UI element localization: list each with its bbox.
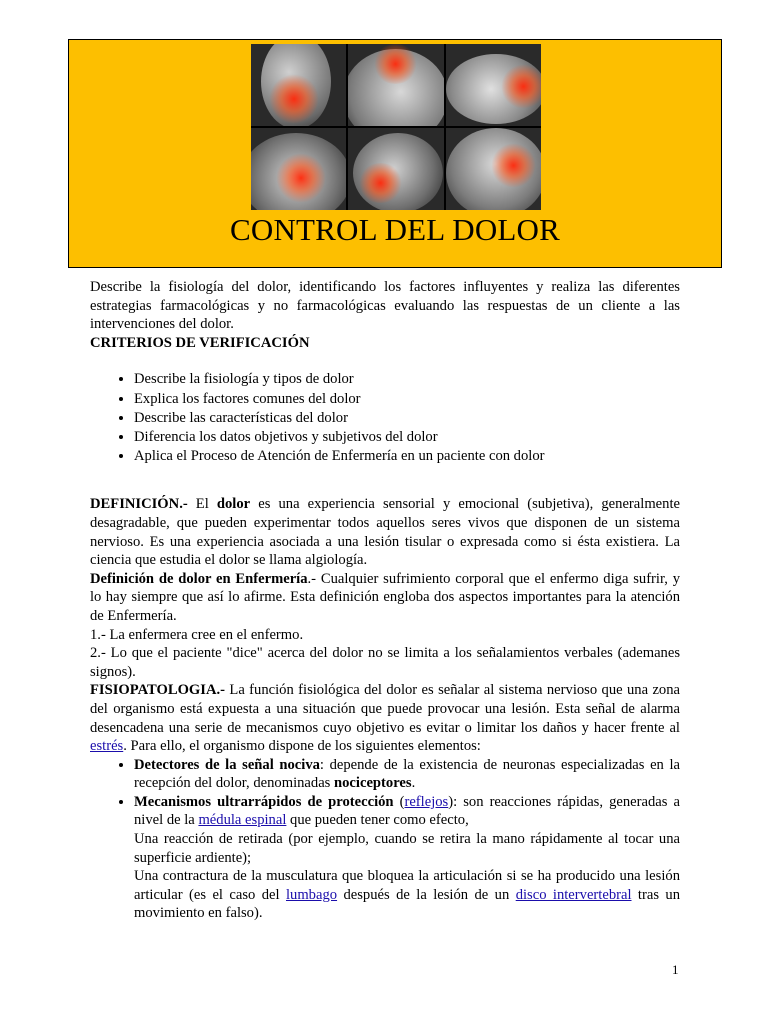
neck-pain-photo	[251, 44, 346, 126]
criteria-item: • Explica los factores comunes del dolor	[134, 390, 680, 409]
shoulder-grip-photo	[446, 128, 541, 210]
banner-title: CONTROL DEL DOLOR	[229, 212, 561, 247]
pain-image-collage	[251, 44, 541, 210]
criteria-heading: CRITERIOS DE VERIFICACIÓN	[90, 334, 310, 351]
physiopathology-elements-list	[90, 756, 680, 923]
medula-espinal-link[interactable]: médula espinal	[198, 812, 287, 829]
definition-label: DEFINICIÓN.-	[90, 496, 188, 513]
chest-pain-photo	[251, 128, 346, 210]
nursing-point-1: 1.- La enfermera cree en el enfermo.	[90, 626, 304, 643]
withdrawal-reaction-text: Una reacción de retirada (por ejemplo, cuando se retira la mano rápidamente al tocar una superficie ardiente);	[134, 831, 680, 866]
nursing-definition-paragraph: Definición de dolor en Enfermería.- Cualquier sufrimiento corporal que el enfermo diga sufrir, y lo hay siempre que así lo afirme. Esta definición engloba dos aspectos importantes para la atención de Enfermería.	[90, 570, 680, 624]
reflejos-link[interactable]: reflejos	[404, 793, 449, 810]
document-body	[90, 278, 680, 923]
nursing-definition-label: Definición de dolor en Enfermería	[90, 570, 308, 587]
disco-intervertebral-link[interactable]: disco intervertebral	[515, 886, 632, 903]
intro-paragraph: Describe la fisiología del dolor, identificando los factores influyentes y realiza las diferentes estrategias farmacológicas y no farmacológicas evaluando las respuestas de un cliente a las intervenciones del dolor.	[90, 279, 680, 333]
estres-link[interactable]: estrés	[90, 738, 124, 755]
wrist-pain-photo	[348, 128, 443, 210]
page-number: 1	[672, 962, 679, 977]
criteria-item: • Describe las características del dolor	[134, 409, 680, 428]
physiopathology-paragraph: FISIOPATOLOGIA.- La función fisiológica del dolor es señalar al sistema nervioso que una zona del organismo está expuesta a una situación que puede provocar una lesión. Esta señal de alarma desencadena una serie de mecanismos cuyo objetivo es evitar o limitar los daños y hacer frente al estrés. Para ello, el organismo dispone de los siguientes elementos:	[90, 682, 680, 755]
mechanisms-item: • Mecanismos ultrarrápidos de protección (reflejos): son reacciones rápidas, generadas a nivel de la médula espinal que pueden tener como efecto, Una reacción de retirada (por ejemplo, cuando se retira la mano rápidamente al tocar una superficie ardiente); Una contractura de la musculatura que bloquea la articulación si se ha producido una lesión articular (es el caso del lumbago después de la lesión de un disco intervertebral tras un movimiento en falso).	[134, 793, 680, 923]
criteria-item: • Diferencia los datos objetivos y subjetivos del dolor	[134, 428, 680, 447]
dolor-term: dolor	[216, 496, 251, 513]
elbow-pain-photo	[446, 44, 541, 126]
definition-paragraph: DEFINICIÓN.- El dolor es una experiencia sensorial y emocional (subjetiva), generalmente desagradable, que pueden experimentar todos aquellos seres vivos que disponen de un sistema nervioso. Es una experiencia asociada a una lesión tisular o expresada como si ésta existiera. La ciencia que estudia el dolor se llama algiología.	[90, 496, 680, 569]
criteria-item: • Describe la fisiología y tipos de dolor	[134, 370, 680, 389]
lumbago-link[interactable]: lumbago	[285, 886, 338, 903]
shoulder-pain-photo	[348, 44, 443, 126]
criteria-item: • Aplica el Proceso de Atención de Enfermería en un paciente con dolor	[134, 447, 680, 466]
physiopathology-label: FISIOPATOLOGIA.-	[90, 682, 226, 699]
title-banner	[68, 39, 722, 268]
criteria-list	[90, 370, 680, 466]
nursing-point-2: 2.- Lo que el paciente "dice" acerca del dolor no se limita a los señalamientos verbales (ademanes signos).	[90, 645, 680, 680]
detectors-item: • Detectores de la señal nociva: depende de la existencia de neuronas especializadas en la recepción del dolor, denominadas nociceptores.	[134, 756, 680, 793]
